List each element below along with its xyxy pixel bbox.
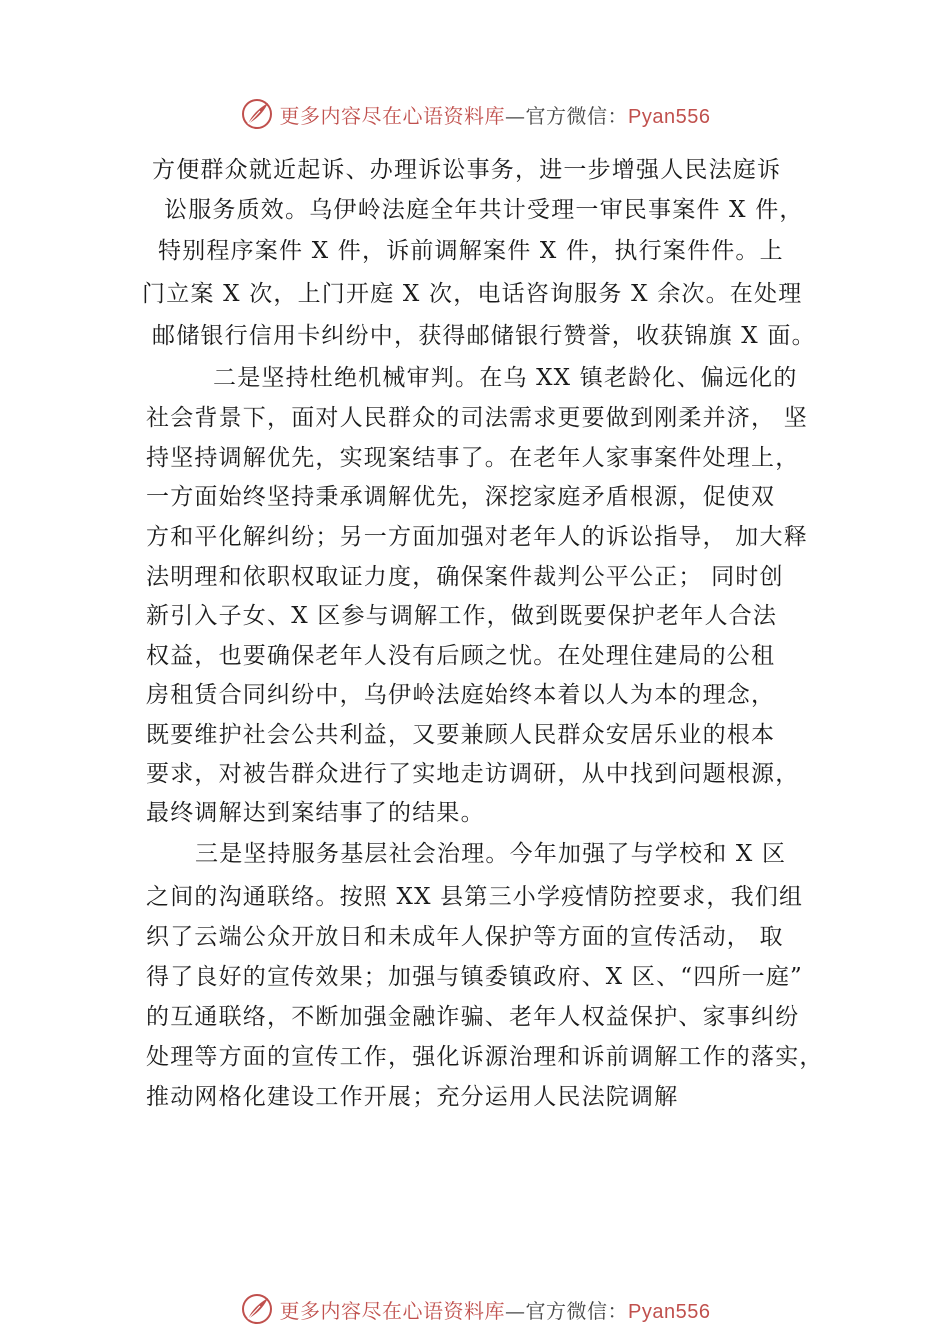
body-line: 邮储银行信用卡纠纷中，获得邮储银行赞誉，收获锦旗 X 面。 (152, 323, 816, 349)
body-line: 新引入子女、X 区参与调解工作，做到既要保护老年人合法 (146, 603, 778, 629)
body-line: 之间的沟通联络。按照 XX 县第三小学疫情防控要求，我们组 (146, 884, 804, 910)
body-line: 得了良好的宣传效果；加强与镇委镇政府、X 区、“四所一庭” (146, 964, 804, 990)
watermark-site-name: 更多内容尽在心语资料库 (279, 103, 506, 128)
body-line: 持坚持调解优先，实现案结事了。在老年人家事案件处理上， (146, 445, 800, 471)
body-line: 最终调解达到案结事了的结果。 (146, 800, 485, 826)
watermark-wechat-id: Pyan556 (628, 105, 711, 128)
body-line: 方便群众就近起诉、办理诉讼事务，进一步增强人民法庭诉 (152, 157, 782, 183)
body-line: 法明理和依职权取证力度，确保案件裁判公平公正； 同时创 (146, 564, 784, 590)
footer-watermark (0, 1289, 950, 1329)
body-line: 讼服务质效。乌伊岭法庭全年共计受理一审民事案件 X 件， (164, 197, 804, 223)
body-line: 房租赁合同纠纷中，乌伊岭法庭始终本着以人为本的理念， (146, 682, 776, 708)
body-line: 一方面始终坚持秉承调解优先，深挖家庭矛盾根源，促使双 (146, 484, 776, 510)
quill-logo-icon (240, 1292, 274, 1326)
body-line: 织了云端公众开放日和未成年人保护等方面的宣传活动， 取 (146, 924, 784, 950)
watermark-dash: — (505, 103, 526, 128)
paragraph-start-line: 二是坚持杜绝机械审判。在乌 XX 镇老龄化、偏远化的 (213, 365, 798, 391)
body-line: 权益，也要确保老年人没有后顾之忧。在处理住建局的公租 (146, 643, 776, 669)
body-line: 社会背景下，面对人民群众的司法需求更要做到刚柔并济， 坚 (146, 405, 808, 431)
body-line: 门立案 X 次，上门开庭 X 次，电话咨询服务 X 余次。在处理 (142, 281, 803, 307)
body-line: 特别程序案件 X 件，诉前调解案件 X 件，执行案件件。上 (158, 238, 784, 264)
watermark-site-name: 更多内容尽在心语资料库 (279, 1298, 506, 1323)
watermark-dash: — (505, 1298, 526, 1323)
body-line: 处理等方面的宣传工作，强化诉源治理和诉前调解工作的落实， (146, 1044, 824, 1070)
quill-logo-icon (240, 97, 274, 131)
body-line: 方和平化解纠纷；另一方面加强对老年人的诉讼指导， 加大释 (146, 524, 808, 550)
body-line: 推动网格化建设工作开展；充分运用人民法院调解 (146, 1084, 679, 1110)
watermark-wechat-label: 官方微信： (525, 1298, 629, 1323)
header-watermark (0, 94, 950, 134)
body-line: 的互通联络，不断加强金融诈骗、老年人权益保护、家事纠纷 (146, 1004, 800, 1030)
body-line: 既要维护社会公共利益，又要兼顾人民群众安居乐业的根本 (146, 722, 776, 748)
watermark-wechat-label: 官方微信： (525, 103, 629, 128)
watermark-wechat-id: Pyan556 (628, 1300, 711, 1323)
body-line: 要求，对被告群众进行了实地走访调研，从中找到问题根源， (146, 761, 800, 787)
paragraph-start-line: 三是坚持服务基层社会治理。今年加强了与学校和 X 区 (195, 841, 787, 867)
